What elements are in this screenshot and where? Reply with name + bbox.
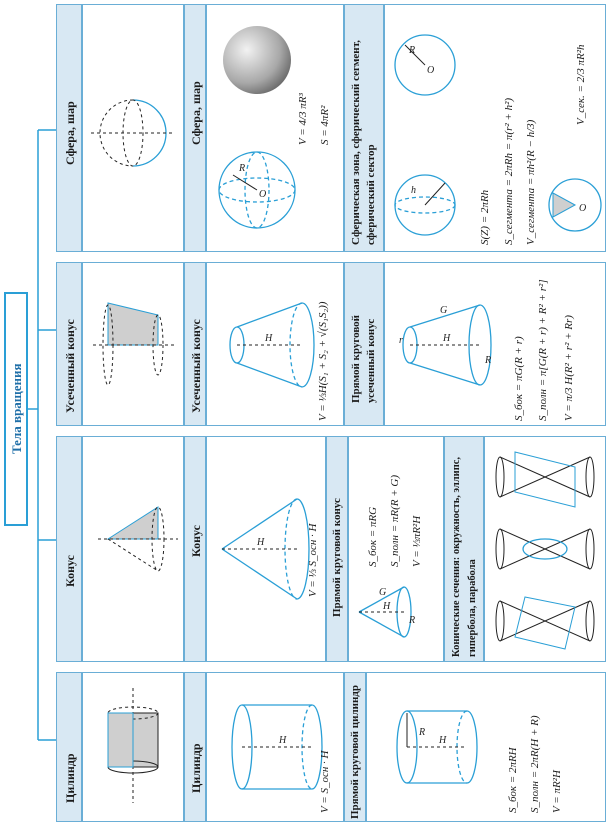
cylinder-sub-band: Цилиндр [184, 672, 206, 822]
frustum-icon-cell [82, 262, 184, 426]
spherical-zone-figure [395, 175, 455, 235]
svg-text:R: R [419, 727, 426, 738]
cylinder-lateral: S_бок = 2πRH [507, 747, 519, 813]
cylinder-volume: V = S_осн · H [319, 750, 331, 813]
svg-text:O: O [579, 203, 587, 214]
shaded-ball [223, 26, 291, 94]
sphere-volume: V = 4/3 πR³ [297, 93, 309, 145]
svg-text:R: R [409, 45, 416, 56]
right-cylinder-figure [367, 673, 605, 821]
svg-text:R: R [409, 615, 416, 626]
cone-formula-cell [348, 436, 444, 662]
svg-text:h: h [411, 185, 416, 196]
cylinder-header: Цилиндр [56, 672, 82, 822]
sphere-zone: S(Z) = 2πRh [479, 189, 491, 245]
sphere-area: S = 4πR² [319, 105, 331, 145]
svg-text:H: H [257, 537, 265, 548]
frustum-volume: V = ⅓H(S₁ + S₂ + √(S₁S₂)) [317, 301, 329, 421]
svg-text:H: H [439, 735, 447, 746]
double-cone-1 [496, 452, 594, 507]
cylinder-rotation-icon [83, 673, 183, 821]
double-cone-2 [496, 529, 594, 569]
cylinder-main-cell [206, 672, 344, 822]
sphere-header: Сфера, шар [56, 4, 82, 252]
cone-rotation-icon [83, 437, 183, 661]
sphere-segment-vol: V_сегмента = πh²(R − h/3) [525, 119, 537, 245]
sphere-sub-band: Сфера, шар [184, 4, 206, 252]
cone-vol2: V = ⅓πR²H [411, 515, 423, 567]
sphere-icon-cell [82, 4, 184, 252]
cone-icon-cell [82, 436, 184, 662]
cone-sub-band: Конус [184, 436, 206, 662]
svg-text:H: H [443, 333, 451, 344]
cone-sections-band: Конические сечения: окружность, эллипс, гипербола, парабола [444, 436, 484, 662]
sphere-main-cell [206, 4, 344, 252]
sphere-rotation-icon [83, 5, 183, 251]
frustum-sub-band: Усеченный конус [184, 262, 206, 426]
svg-text:R: R [485, 355, 492, 366]
svg-text:r: r [399, 335, 403, 346]
double-cone-3 [496, 597, 594, 649]
frustum-vol2: V = π/3 H(R² + r² + Rr) [563, 315, 575, 421]
cone-main-cell [206, 436, 326, 662]
cylinder-formula-cell [366, 672, 606, 822]
frustum-main-cell [206, 262, 344, 426]
cone-total: S_полн = πR(R + G) [389, 474, 401, 567]
frustum-rotation-icon [83, 263, 183, 425]
cylinder-H-label: H [279, 735, 287, 746]
cone-header: Конус [56, 436, 82, 662]
cylinder-vol2: V = πR²H [551, 770, 563, 813]
sphere-segment-area: S_сегмента = 2πRh = π(r² + h²) [503, 97, 515, 245]
sphere-parts-figures [385, 5, 605, 251]
cylinder-right-band: Прямой круговой цилиндр [344, 672, 366, 822]
frustum-header: Усеченный конус [56, 262, 82, 426]
sphere-sector-vol: V_сек. = 2/3 πR²h [575, 44, 587, 125]
frustum-total: S_полн = π[G(R + r) + R² + r²] [537, 279, 549, 421]
svg-text:O: O [427, 65, 435, 76]
sphere-right-band: Сферическая зона, сферический сегмент, сферический сектор [344, 4, 384, 252]
cone-right-band: Прямой круговой конус [326, 436, 348, 662]
frustum-lateral: S_бок = πG(R + r) [513, 336, 525, 421]
svg-text:G: G [440, 305, 448, 316]
cone-sections-cell [484, 436, 606, 662]
svg-text:R: R [239, 163, 246, 174]
conic-sections-figure [485, 437, 605, 661]
spherical-segment-figure [395, 35, 455, 95]
cone-lateral: S_бок = πRG [367, 506, 379, 567]
cone-volume: V = ⅓ S_осн · H [307, 523, 319, 597]
sphere-formula-cell [384, 4, 606, 252]
main-title: Тела вращения [9, 363, 24, 454]
frustum-formula-cell [384, 262, 606, 426]
cylinder-total: S_полн = 2πR(H + R) [529, 715, 541, 813]
frustum-right-band: Прямой круговой усеченный конус [344, 262, 384, 426]
spherical-sector-figure [549, 179, 601, 231]
svg-text:H: H [265, 333, 273, 344]
svg-text:H: H [383, 601, 391, 612]
cylinder-icon-cell [82, 672, 184, 822]
svg-text:O: O [259, 189, 267, 200]
svg-text:G: G [379, 587, 387, 598]
